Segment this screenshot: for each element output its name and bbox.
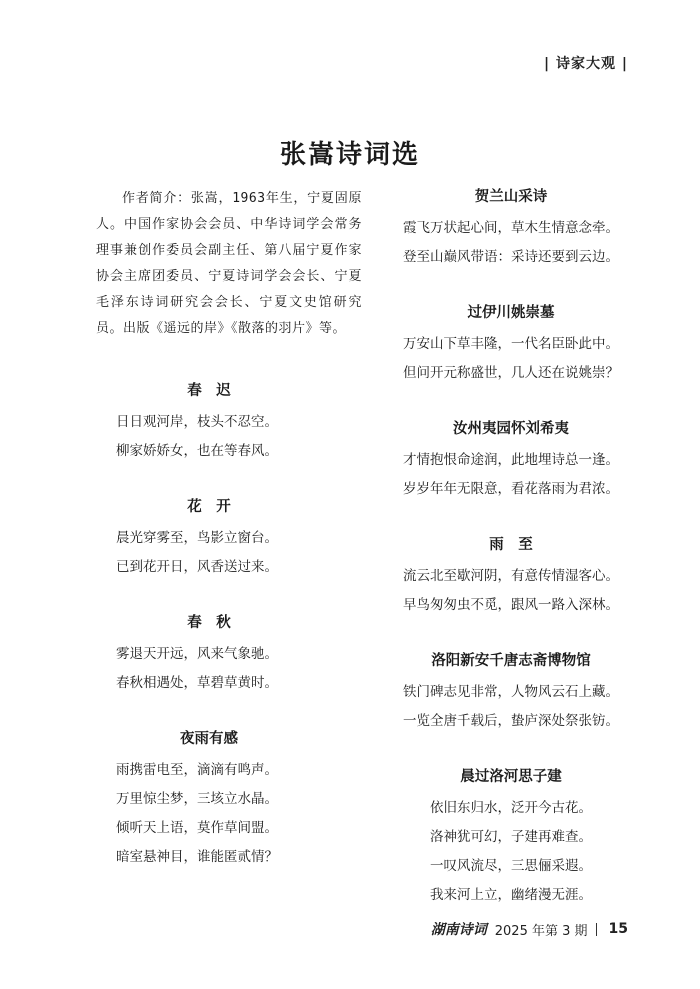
poem-title: 洛阳新安千唐志斋博物馆 xyxy=(431,652,591,669)
poem-helan-shan xyxy=(386,186,636,272)
poem-chun-chi xyxy=(96,380,362,466)
poem-line: 暗室悬神目，谁能匿贰情？ xyxy=(116,849,278,865)
poem-line: 柳家娇娇女，也在等春风。 xyxy=(116,443,278,459)
poem-liu-xi-yi xyxy=(386,418,636,504)
journal-logo: 湖南诗词 xyxy=(430,922,487,938)
poem-line: 万安山下草丰隆，一代名臣卧此中。 xyxy=(403,336,619,352)
poem-ye-yu-you-gan xyxy=(96,728,362,872)
poem-title: 春 迟 xyxy=(187,382,231,399)
poem-line: 洛神犹可幻，子建再难查。 xyxy=(430,829,592,845)
poem-line: 春秋相遇处，草碧草黄时。 xyxy=(116,675,278,691)
poem-luo-he-zi-jian xyxy=(386,766,636,910)
poem-qian-tang-zhi-zhai xyxy=(386,650,636,736)
poem-line: 一叹风流尽，三思俪采遐。 xyxy=(430,858,592,874)
poem-title: 过伊川姚崇墓 xyxy=(467,304,555,321)
poem-line: 雨携雷电至，滴滴有鸣声。 xyxy=(116,762,278,778)
page-title: 张嵩诗词选 xyxy=(279,140,420,170)
issue-label: 2025 年第 3 期 xyxy=(494,923,588,939)
poem-line: 登至山巅风带语：采诗还要到云边。 xyxy=(403,249,619,265)
poem-title: 花 开 xyxy=(187,498,231,515)
author-intro: 作者简介：张嵩，1963年生，宁夏固原人。中国作家协会会员、中华诗词学会常务理事兼创作委员会副主任、第八届宁夏作家协会主席团委员、宁夏诗词学会会长、宁夏毛泽东诗词研究会会长、宁夏文史馆研究员。出版《遥远的岸》《散落的羽片》等。 xyxy=(96,191,362,336)
footer-divider xyxy=(596,923,597,936)
poem-line: 已到花开日，风香送过来。 xyxy=(116,559,278,575)
poem-line: 一览全唐千载后，蛰庐深处祭张钫。 xyxy=(403,713,619,729)
poem-line: 铁门碑志见非常，人物风云石上藏。 xyxy=(403,684,619,700)
right-column xyxy=(386,186,636,940)
left-column xyxy=(96,186,362,902)
poem-title: 春 秋 xyxy=(187,614,231,631)
poem-chun-qiu xyxy=(96,612,362,698)
poem-line: 日日观河岸，枝头不忍空。 xyxy=(116,414,278,430)
poem-title: 汝州夷园怀刘希夷 xyxy=(453,420,569,437)
poem-title: 夜雨有感 xyxy=(180,730,238,747)
poem-line: 晨光穿雾至，鸟影立窗台。 xyxy=(116,530,278,546)
poem-title: 贺兰山采诗 xyxy=(474,188,548,205)
section-tag: | 诗家大观 | xyxy=(544,56,628,72)
poem-yao-chong-mu xyxy=(386,302,636,388)
poem-title: 晨过洛河思子建 xyxy=(460,768,562,785)
poem-line: 但问开元称盛世，几人还在说姚崇？ xyxy=(403,365,619,381)
poem-line: 倾听天上语，莫作草间盟。 xyxy=(116,820,278,836)
poem-line: 霞飞万状起心间，草木生情意念牵。 xyxy=(403,220,619,236)
poem-line: 早鸟匆匆虫不觅，跟风一路入深林。 xyxy=(403,597,619,613)
poem-line: 我来河上立，幽绪漫无涯。 xyxy=(430,887,592,903)
page-footer xyxy=(431,919,628,939)
poem-line: 流云北至歇河阴，有意传情湿客心。 xyxy=(403,568,619,584)
poem-title: 雨 至 xyxy=(489,536,533,553)
poem-yu-zhi xyxy=(386,534,636,620)
poem-line: 才情抱恨命途润，此地埋诗总一逢。 xyxy=(403,452,619,468)
poem-line: 雾退天开远，风来气象驰。 xyxy=(116,646,278,662)
poem-line: 万里惊尘梦，三垓立水晶。 xyxy=(116,791,278,807)
poem-hua-kai xyxy=(96,496,362,582)
page-number: 15 xyxy=(608,921,628,937)
poem-line: 依旧东归水，泛开今古花。 xyxy=(430,800,592,816)
poem-line: 岁岁年年无限意，看花落雨为君浓。 xyxy=(403,481,619,497)
